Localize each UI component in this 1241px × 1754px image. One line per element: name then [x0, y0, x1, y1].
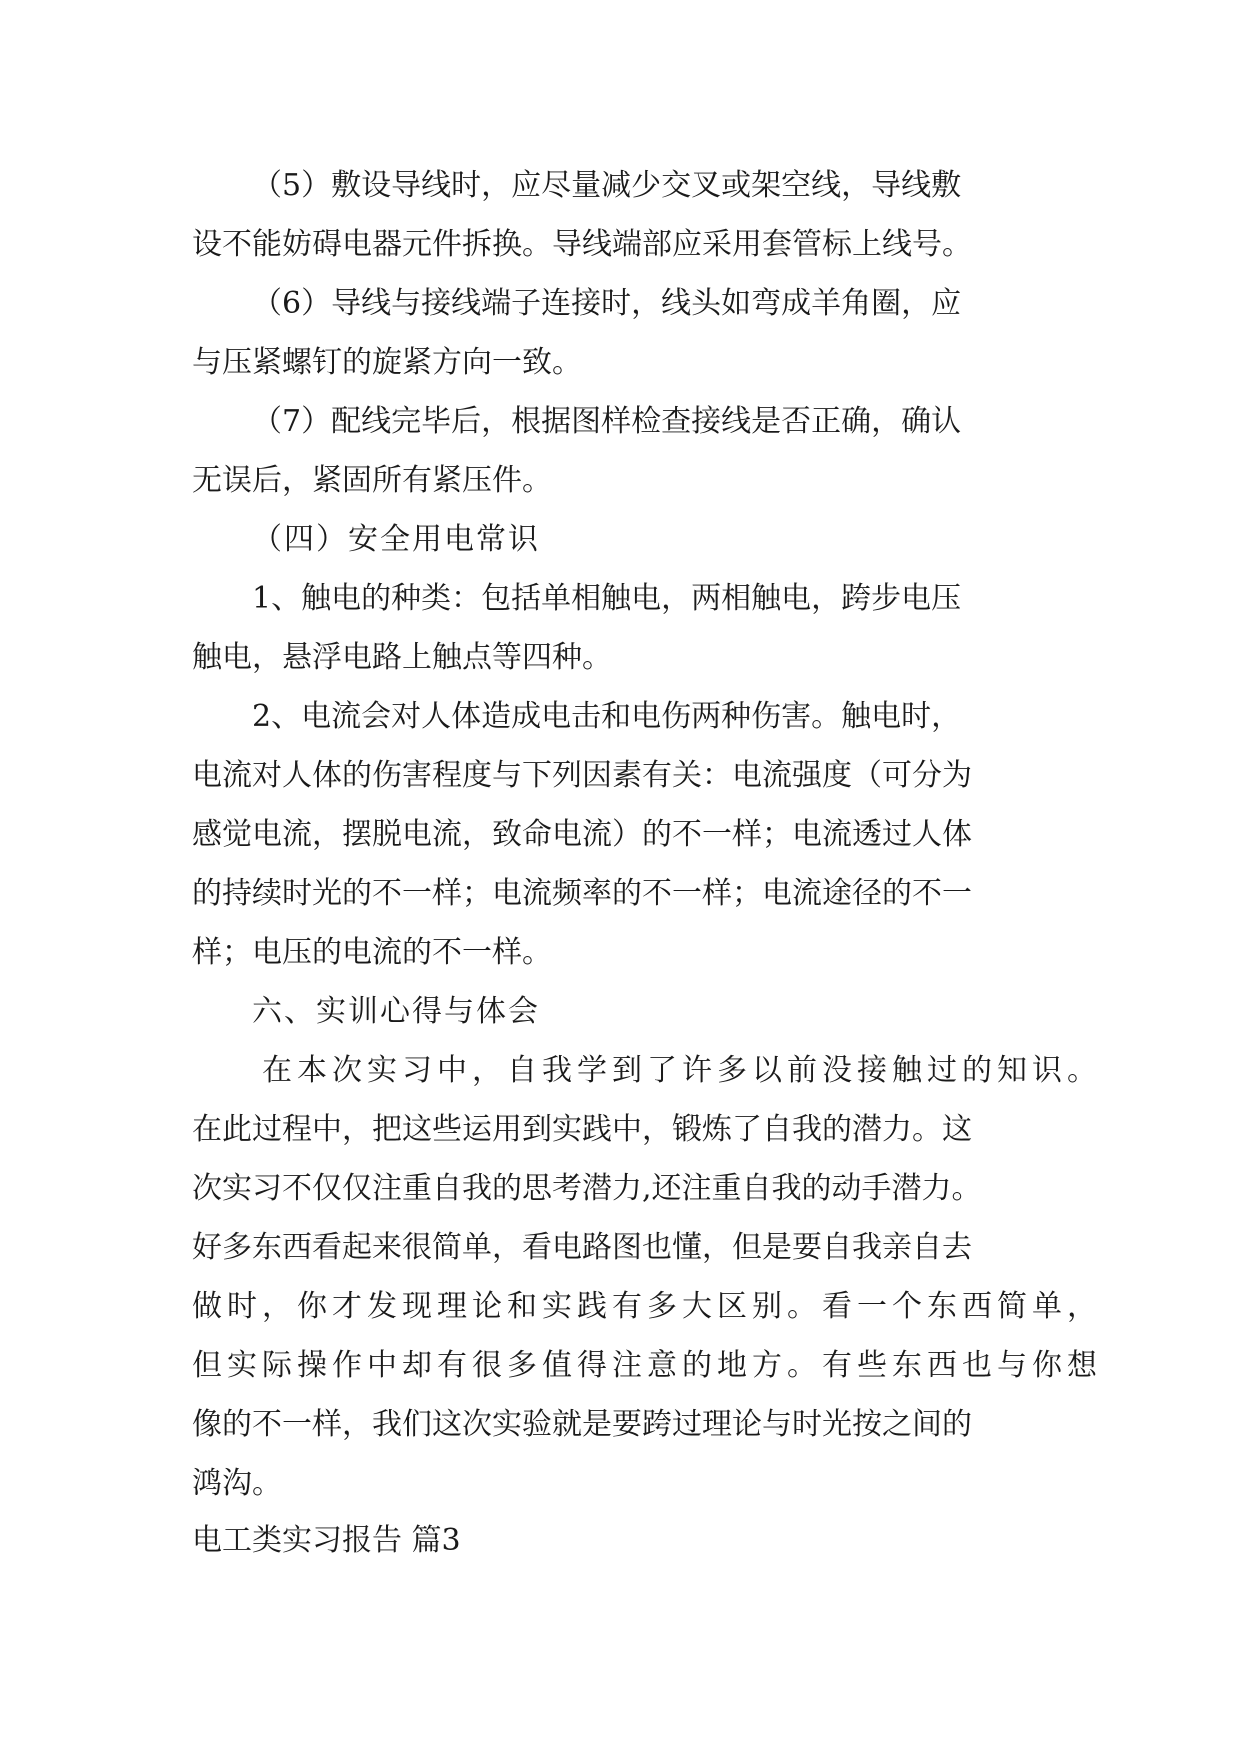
- reflection-line-5: 做时，你才发现理论和实践有多大区别。看一个东西简单，: [192, 1289, 1102, 1324]
- reflection-line-3: 次实习不仅仅注重自我的思考潜力,还注重自我的动手潜力。: [192, 1171, 982, 1206]
- section-heading-reflection: 六、实训心得与体会: [252, 994, 540, 1029]
- reflection-line-8: 鸿沟。: [192, 1466, 282, 1501]
- item-2-line-5: 样；电压的电流的不一样。: [192, 935, 552, 970]
- item-2-line-3: 感觉电流，摆脱电流，致命电流）的不一样；电流透过人体: [192, 817, 972, 852]
- paragraph-6-line-2: 与压紧螺钉的旋紧方向一致。: [192, 345, 582, 380]
- paragraph-7-line-2: 无误后，紧固所有紧压件。: [192, 463, 552, 498]
- item-2-line-4: 的持续时光的不一样；电流频率的不一样；电流途径的不一: [192, 876, 972, 911]
- reflection-line-7: 像的不一样，我们这次实验就是要跨过理论与时光按之间的: [192, 1407, 972, 1442]
- paragraph-7-line-1: （7）配线完毕后，根据图样检查接线是否正确，确认: [252, 404, 962, 439]
- reflection-line-4: 好多东西看起来很简单，看电路图也懂，但是要自我亲自去: [192, 1230, 972, 1265]
- section-heading-safety: （四）安全用电常识: [252, 522, 540, 557]
- paragraph-6-line-1: （6）导线与接线端子连接时，线头如弯成羊角圈，应: [252, 286, 962, 321]
- item-1-line-2: 触电，悬浮电路上触点等四种。: [192, 640, 612, 675]
- reflection-line-6: 但实际操作中却有很多值得注意的地方。有些东西也与你想: [192, 1348, 1102, 1383]
- item-2-line-2: 电流对人体的伤害程度与下列因素有关：电流强度（可分为: [192, 758, 972, 793]
- paragraph-5-line-2: 设不能妨碍电器元件拆换。导线端部应采用套管标上线号。: [192, 227, 972, 262]
- reflection-line-1: 在本次实习中，自我学到了许多以前没接触过的知识。: [262, 1053, 1102, 1088]
- paragraph-5-line-1: （5）敷设导线时，应尽量减少交叉或架空线，导线敷: [252, 168, 962, 203]
- report-section-title: 电工类实习报告 篇3: [192, 1523, 461, 1558]
- reflection-line-2: 在此过程中，把这些运用到实践中，锻炼了自我的潜力。这: [192, 1112, 972, 1147]
- item-2-line-1: 2、电流会对人体造成电击和电伤两种伤害。触电时，: [252, 699, 962, 734]
- item-1-line-1: 1、触电的种类：包括单相触电，两相触电，跨步电压: [252, 581, 962, 616]
